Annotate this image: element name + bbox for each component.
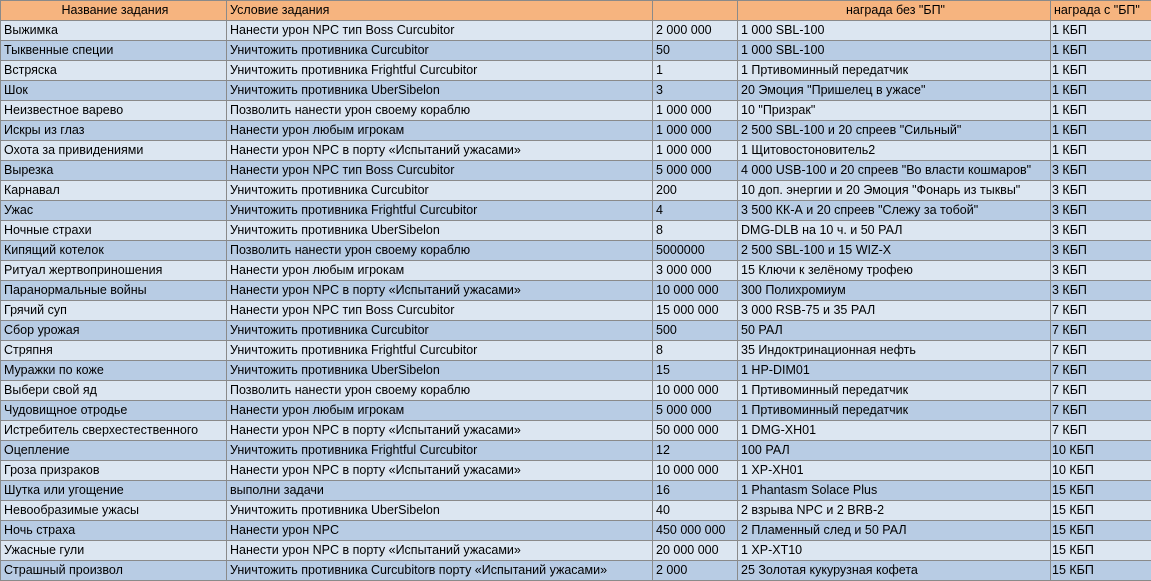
cell-reward-with-bp[interactable]: 3 КБП [1051, 281, 1151, 301]
header-quest-name[interactable]: Название задания [1, 1, 227, 21]
cell-reward-without-bp[interactable]: 25 Золотая кукурузная кофета [738, 561, 1051, 581]
cell-reward-without-bp[interactable]: 35 Индоктринационная нефть [738, 341, 1051, 361]
cell-reward-with-bp[interactable]: 15 КБП [1051, 481, 1151, 501]
cell-reward-without-bp[interactable]: 1 XP-XH01 [738, 461, 1051, 481]
cell-quest-name[interactable]: Вырезка [1, 161, 227, 181]
cell-reward-with-bp[interactable]: 7 КБП [1051, 401, 1151, 421]
cell-reward-without-bp[interactable]: 1 DMG-XH01 [738, 421, 1051, 441]
cell-reward-with-bp[interactable]: 7 КБП [1051, 381, 1151, 401]
cell-reward-without-bp[interactable]: 3 000 RSB-75 и 35 РАЛ [738, 301, 1051, 321]
cell-reward-with-bp[interactable]: 15 КБП [1051, 561, 1151, 581]
cell-quest-name[interactable]: Ночные страхи [1, 221, 227, 241]
cell-quest-name[interactable]: Ужасные гули [1, 541, 227, 561]
cell-quest-name[interactable]: Охота за привидениями [1, 141, 227, 161]
cell-reward-without-bp[interactable]: 10 доп. энергии и 20 Эмоция "Фонарь из тыквы" [738, 181, 1051, 201]
cell-amount[interactable]: 1 000 000 [653, 101, 738, 121]
cell-condition[interactable]: Уничтожить противника UberSibelon [227, 501, 653, 521]
cell-reward-with-bp[interactable]: 3 КБП [1051, 161, 1151, 181]
cell-reward-with-bp[interactable]: 15 КБП [1051, 521, 1151, 541]
table-row [1, 381, 1151, 401]
table-row [1, 181, 1151, 201]
cell-quest-name[interactable]: Истребитель сверхестественного [1, 421, 227, 441]
cell-amount[interactable]: 50 [653, 41, 738, 61]
table-row [1, 201, 1151, 221]
cell-amount[interactable]: 1 [653, 61, 738, 81]
table-row [1, 261, 1151, 281]
cell-amount[interactable]: 1 000 000 [653, 141, 738, 161]
cell-reward-without-bp[interactable]: 1 000 SBL-100 [738, 21, 1051, 41]
cell-quest-name[interactable]: Ужас [1, 201, 227, 221]
cell-reward-with-bp[interactable]: 1 КБП [1051, 121, 1151, 141]
cell-amount[interactable]: 8 [653, 341, 738, 361]
cell-reward-with-bp[interactable]: 15 КБП [1051, 541, 1151, 561]
header-reward-without-bp[interactable]: награда без "БП" [738, 1, 1051, 21]
cell-quest-name[interactable]: Ритуал жертвоприношения [1, 261, 227, 281]
cell-reward-without-bp[interactable]: 1 Щитовостоновитель2 [738, 141, 1051, 161]
cell-condition[interactable]: Позволить нанести урон своему кораблю [227, 101, 653, 121]
cell-condition[interactable]: Нанести урон NPC в порту «Испытаний ужасами» [227, 541, 653, 561]
cell-condition[interactable]: Уничтожить противника Frightful Curcubitor [227, 61, 653, 81]
cell-amount[interactable]: 200 [653, 181, 738, 201]
cell-reward-with-bp[interactable]: 1 КБП [1051, 21, 1151, 41]
table-row [1, 401, 1151, 421]
cell-reward-without-bp[interactable]: 4 000 USB-100 и 20 спреев "Во власти кошмаров" [738, 161, 1051, 181]
cell-amount[interactable]: 16 [653, 481, 738, 501]
table-row [1, 221, 1151, 241]
cell-quest-name[interactable]: Сбор урожая [1, 321, 227, 341]
cell-condition[interactable]: Нанести урон любым игрокам [227, 261, 653, 281]
table-row [1, 441, 1151, 461]
cell-quest-name[interactable]: Невообразимые ужасы [1, 501, 227, 521]
cell-reward-without-bp[interactable]: 20 Эмоция "Пришелец в ужасе" [738, 81, 1051, 101]
cell-reward-without-bp[interactable]: 2 500 SBL-100 и 20 спреев "Сильный" [738, 121, 1051, 141]
cell-condition[interactable]: Нанести урон NPC в порту «Испытаний ужасами» [227, 421, 653, 441]
cell-quest-name[interactable]: Грячий суп [1, 301, 227, 321]
table-row [1, 421, 1151, 441]
cell-reward-with-bp[interactable]: 10 КБП [1051, 441, 1151, 461]
cell-reward-with-bp[interactable]: 7 КБП [1051, 421, 1151, 441]
cell-amount[interactable]: 3 000 000 [653, 261, 738, 281]
cell-reward-with-bp[interactable]: 1 КБП [1051, 61, 1151, 81]
table-row [1, 121, 1151, 141]
cell-quest-name[interactable]: Неизвестное варево [1, 101, 227, 121]
cell-condition[interactable]: Нанести урон NPC тип Boss Curcubitor [227, 21, 653, 41]
cell-condition[interactable]: Уничтожить противника Curcubitor [227, 321, 653, 341]
cell-quest-name[interactable]: Ночь страха [1, 521, 227, 541]
table-row [1, 141, 1151, 161]
header-reward-with-bp[interactable]: награда с "БП" [1051, 1, 1151, 21]
cell-reward-with-bp[interactable]: 10 КБП [1051, 461, 1151, 481]
cell-condition[interactable]: Уничтожить противника Frightful Curcubitor [227, 441, 653, 461]
cell-reward-with-bp[interactable]: 1 КБП [1051, 141, 1151, 161]
cell-condition[interactable]: Нанести урон NPC [227, 521, 653, 541]
cell-quest-name[interactable]: Оцепление [1, 441, 227, 461]
cell-reward-with-bp[interactable]: 3 КБП [1051, 241, 1151, 261]
cell-condition[interactable]: Уничтожить противника Curcubitorв порту «Испытаний ужасами» [227, 561, 653, 581]
cell-quest-name[interactable]: Страшный произвол [1, 561, 227, 581]
table-row [1, 81, 1151, 101]
cell-quest-name[interactable]: Встряска [1, 61, 227, 81]
cell-amount[interactable]: 10 000 000 [653, 461, 738, 481]
cell-amount[interactable]: 2 000 [653, 561, 738, 581]
table-row [1, 101, 1151, 121]
cell-reward-with-bp[interactable]: 7 КБП [1051, 361, 1151, 381]
cell-amount[interactable]: 2 000 000 [653, 21, 738, 41]
cell-amount[interactable]: 20 000 000 [653, 541, 738, 561]
table-row [1, 501, 1151, 521]
cell-quest-name[interactable]: Шок [1, 81, 227, 101]
cell-amount[interactable]: 5 000 000 [653, 161, 738, 181]
cell-reward-without-bp[interactable]: 15 Ключи к зелёному трофею [738, 261, 1051, 281]
cell-amount[interactable]: 12 [653, 441, 738, 461]
cell-reward-without-bp[interactable]: 1 Пртивоминный передатчик [738, 401, 1051, 421]
cell-quest-name[interactable]: Чудовищное отродье [1, 401, 227, 421]
table-row [1, 361, 1151, 381]
cell-quest-name[interactable]: Кипящий котелок [1, 241, 227, 261]
cell-reward-without-bp[interactable]: 3 500 КК-А и 20 спреев "Слежу за тобой" [738, 201, 1051, 221]
cell-condition[interactable]: Уничтожить противника Curcubitor [227, 181, 653, 201]
cell-condition[interactable]: Уничтожить противника UberSibelon [227, 361, 653, 381]
header-row [1, 1, 1151, 21]
cell-amount[interactable]: 15 [653, 361, 738, 381]
cell-condition[interactable]: Позволить нанести урон своему кораблю [227, 241, 653, 261]
table-row [1, 481, 1151, 501]
cell-amount[interactable]: 1 000 000 [653, 121, 738, 141]
cell-reward-with-bp[interactable]: 1 КБП [1051, 41, 1151, 61]
cell-condition[interactable]: Уничтожить противника Frightful Curcubitor [227, 341, 653, 361]
cell-condition[interactable]: Нанести урон NPC в порту «Испытаний ужасами» [227, 461, 653, 481]
header-condition[interactable]: Условие задания [227, 1, 653, 21]
cell-quest-name[interactable]: Выбери свой яд [1, 381, 227, 401]
cell-condition[interactable]: Нанести урон NPC в порту «Испытаний ужасами» [227, 141, 653, 161]
cell-quest-name[interactable]: Муражки по коже [1, 361, 227, 381]
cell-amount[interactable]: 5000000 [653, 241, 738, 261]
cell-reward-without-bp[interactable]: 1 000 SBL-100 [738, 41, 1051, 61]
cell-amount[interactable]: 500 [653, 321, 738, 341]
cell-quest-name[interactable]: Искры из глаз [1, 121, 227, 141]
cell-reward-without-bp[interactable]: DMG-DLB на 10 ч. и 50 РАЛ [738, 221, 1051, 241]
table-row [1, 241, 1151, 261]
cell-reward-with-bp[interactable]: 7 КБП [1051, 341, 1151, 361]
cell-quest-name[interactable]: Выжимка [1, 21, 227, 41]
table-row [1, 341, 1151, 361]
cell-condition[interactable]: Нанести урон NPC тип Boss Curcubitor [227, 301, 653, 321]
cell-reward-with-bp[interactable]: 1 КБП [1051, 81, 1151, 101]
table-row [1, 61, 1151, 81]
cell-amount[interactable]: 10 000 000 [653, 281, 738, 301]
table-row [1, 301, 1151, 321]
cell-quest-name[interactable]: Паранормальные войны [1, 281, 227, 301]
table-row [1, 321, 1151, 341]
cell-reward-without-bp[interactable]: 1 Phantasm Solace Plus [738, 481, 1051, 501]
cell-reward-with-bp[interactable]: 7 КБП [1051, 321, 1151, 341]
cell-reward-without-bp[interactable]: 2 Пламенный след и 50 РАЛ [738, 521, 1051, 541]
cell-condition[interactable]: Уничтожить противника UberSibelon [227, 221, 653, 241]
cell-reward-with-bp[interactable]: 15 КБП [1051, 501, 1151, 521]
cell-reward-without-bp[interactable]: 300 Полихромиум [738, 281, 1051, 301]
cell-reward-without-bp[interactable]: 1 XP-XT10 [738, 541, 1051, 561]
cell-condition[interactable]: Нанести урон любым игрокам [227, 121, 653, 141]
cell-quest-name[interactable]: Стряпня [1, 341, 227, 361]
cell-reward-with-bp[interactable]: 1 КБП [1051, 101, 1151, 121]
cell-amount[interactable]: 8 [653, 221, 738, 241]
table-row [1, 461, 1151, 481]
table-row [1, 281, 1151, 301]
cell-condition[interactable]: Уничтожить противника Curcubitor [227, 41, 653, 61]
cell-reward-without-bp[interactable]: 100 РАЛ [738, 441, 1051, 461]
cell-amount[interactable]: 10 000 000 [653, 381, 738, 401]
cell-condition[interactable]: Нанести урон NPC тип Boss Curcubitor [227, 161, 653, 181]
cell-reward-with-bp[interactable]: 3 КБП [1051, 221, 1151, 241]
cell-amount[interactable]: 40 [653, 501, 738, 521]
cell-amount[interactable]: 50 000 000 [653, 421, 738, 441]
cell-reward-without-bp[interactable]: 2 взрыва NPC и 2 BRB-2 [738, 501, 1051, 521]
cell-reward-without-bp[interactable]: 50 РАЛ [738, 321, 1051, 341]
cell-amount[interactable]: 4 [653, 201, 738, 221]
cell-quest-name[interactable]: Шутка или угощение [1, 481, 227, 501]
cell-amount[interactable]: 15 000 000 [653, 301, 738, 321]
cell-reward-with-bp[interactable]: 3 КБП [1051, 201, 1151, 221]
table-row [1, 521, 1151, 541]
table-row [1, 161, 1151, 181]
cell-quest-name[interactable]: Гроза призраков [1, 461, 227, 481]
cell-reward-without-bp[interactable]: 1 Пртивоминный передатчик [738, 381, 1051, 401]
table-body [1, 21, 1151, 581]
table-row [1, 41, 1151, 61]
cell-reward-with-bp[interactable]: 7 КБП [1051, 301, 1151, 321]
cell-reward-without-bp[interactable]: 10 "Призрак" [738, 101, 1051, 121]
cell-condition[interactable]: Уничтожить противника Frightful Curcubitor [227, 201, 653, 221]
cell-condition[interactable]: Позволить нанести урон своему кораблю [227, 381, 653, 401]
header-amount[interactable] [653, 1, 738, 21]
table-row [1, 561, 1151, 581]
cell-reward-without-bp[interactable]: 1 Пртивоминный передатчик [738, 61, 1051, 81]
cell-condition[interactable]: Нанести урон любым игрокам [227, 401, 653, 421]
cell-reward-with-bp[interactable]: 3 КБП [1051, 181, 1151, 201]
cell-amount[interactable]: 450 000 000 [653, 521, 738, 541]
cell-reward-without-bp[interactable]: 2 500 SBL-100 и 15 WIZ-X [738, 241, 1051, 261]
cell-quest-name[interactable]: Тыквенные специи [1, 41, 227, 61]
cell-quest-name[interactable]: Карнавал [1, 181, 227, 201]
cell-condition[interactable]: Нанести урон NPC в порту «Испытаний ужасами» [227, 281, 653, 301]
cell-reward-with-bp[interactable]: 3 КБП [1051, 261, 1151, 281]
cell-reward-without-bp[interactable]: 1 HP-DIM01 [738, 361, 1051, 381]
cell-amount[interactable]: 5 000 000 [653, 401, 738, 421]
cell-condition[interactable]: Уничтожить противника UberSibelon [227, 81, 653, 101]
cell-condition[interactable]: выполни задачи [227, 481, 653, 501]
table-row [1, 541, 1151, 561]
table-row [1, 21, 1151, 41]
cell-amount[interactable]: 3 [653, 81, 738, 101]
